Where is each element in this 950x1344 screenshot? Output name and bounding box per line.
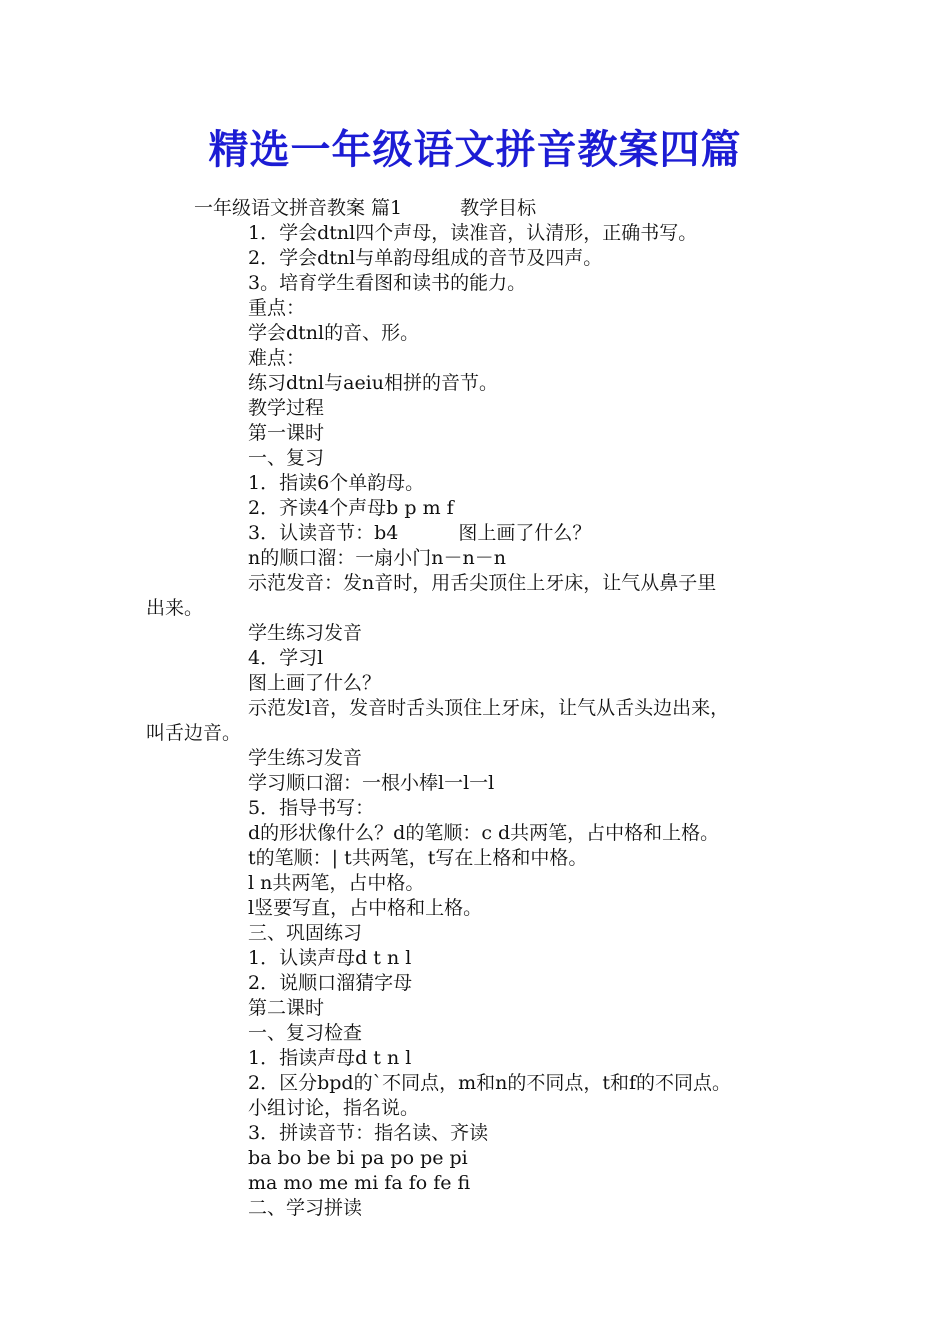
body-line: 1．学会dtnl四个声母，读准音，认清形，正确书写。 xyxy=(248,222,698,244)
body-line: ma mo me mi fa fo fe fi xyxy=(248,1172,471,1194)
body-line: 2．说顺口溜猜字母 xyxy=(248,972,413,994)
body-line: 第二课时 xyxy=(248,997,325,1019)
body-line: l n共两笔，占中格。 xyxy=(248,872,425,894)
body-line: 2．区分bpd的`不同点，m和n的不同点，t和f的不同点。 xyxy=(248,1072,731,1094)
body-line: 2．学会dtnl与单韵母组成的音节及四声。 xyxy=(248,247,603,269)
body-line: 重点： xyxy=(248,297,306,319)
body-line: 难点： xyxy=(248,347,306,369)
body-line: 3。培育学生看图和读书的能力。 xyxy=(248,272,527,294)
section-heading-goals: 教学目标 xyxy=(460,197,537,219)
body-line: 示范发l音，发音时舌头顶住上牙床，让气从舌头边出来， xyxy=(248,697,730,719)
body-line: 4．学习l xyxy=(248,647,324,669)
body-line: 二、学习拼读 xyxy=(248,1197,363,1219)
body-line: ba bo be bi pa po pe pi xyxy=(248,1147,468,1169)
body-line: 学生练习发音 xyxy=(248,622,363,644)
body-line: 学生练习发音 xyxy=(248,747,363,769)
lesson-heading-line xyxy=(194,196,536,221)
body-line: 1．认读声母d t n l xyxy=(248,947,412,969)
body-line: 5．指导书写： xyxy=(248,797,375,819)
body-line: 教学过程 xyxy=(248,397,325,419)
body-line-continued: 叫舌边音。 xyxy=(146,722,242,744)
body-line-continued: 出来。 xyxy=(146,597,204,619)
body-line: d的形状像什么？d的笔顺：c d共两笔，占中格和上格。 xyxy=(248,822,720,844)
body-line-split xyxy=(248,521,591,546)
body-line: 学习顺口溜：一根小棒l一l一l xyxy=(248,772,495,794)
body-line: 3．拼读音节：指名读、齐读 xyxy=(248,1122,489,1144)
body-line: 第一课时 xyxy=(248,422,325,444)
body-line: 练习dtnl与aeiu相拼的音节。 xyxy=(248,372,498,394)
body-line: t的笔顺：| t共两笔，t写在上格和中格。 xyxy=(248,847,588,869)
document-title: 精选一年级语文拼音教案四篇 xyxy=(208,127,742,173)
body-line: 1．指读声母d t n l xyxy=(248,1047,412,1069)
lesson-heading: 一年级语文拼音教案 篇1 xyxy=(194,197,403,219)
body-line: n的顺口溜：一扇小门n－n－n xyxy=(248,547,506,569)
body-line: 2．齐读4个声母b p m f xyxy=(248,497,454,519)
body-line: 图上画了什么？ xyxy=(248,672,382,694)
body-line: 三、巩固练习 xyxy=(248,922,363,944)
body-line: 1．指读6个单韵母。 xyxy=(248,472,425,494)
body-line: 一、复习 xyxy=(248,447,325,469)
body-line: l竖要写直，占中格和上格。 xyxy=(248,897,483,919)
body-line: 一、复习检查 xyxy=(248,1022,363,1044)
syllable-reading: 3．认读音节：b4 xyxy=(248,522,399,544)
body-line: 学会dtnl的音、形。 xyxy=(248,322,420,344)
body-line: 示范发音：发n音时，用舌尖顶住上牙床，让气从鼻子里 xyxy=(248,572,717,594)
body-line: 小组讨论，指名说。 xyxy=(248,1097,420,1119)
picture-question: 图上画了什么？ xyxy=(458,522,592,544)
